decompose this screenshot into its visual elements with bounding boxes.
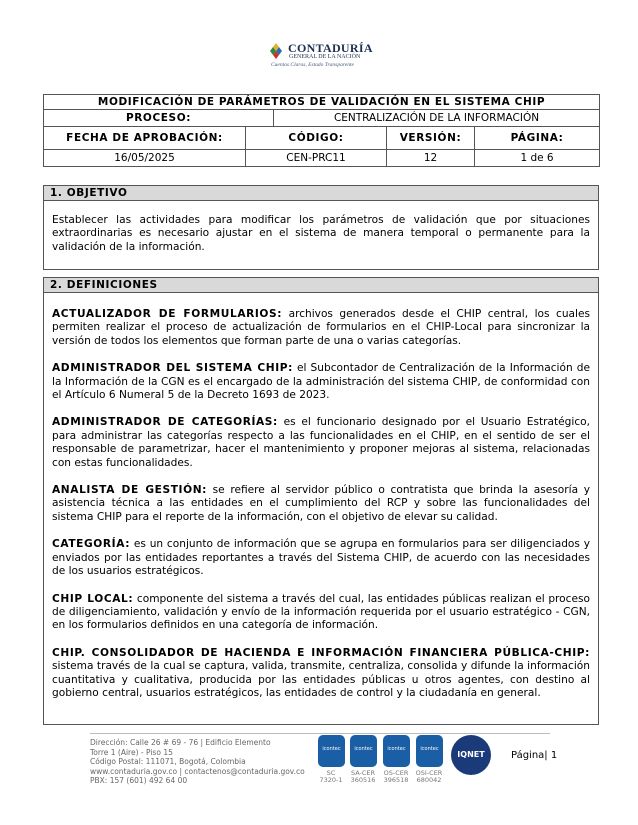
footer-address (90, 738, 305, 786)
definition-text: es el funcionario designado por el Usuario Estratégico, para administrar las categorías respecto a las funcionalidades en el CHIP, en el sentido de ser el responsable de parametrizar, hacer el mantenimiento y proponer mejoras al sistema, relacionadas con estas funcionalidades. (52, 416, 590, 469)
definition-item (52, 362, 590, 402)
proceso-label: PROCESO: (44, 110, 274, 127)
address-line: www.contaduria.gov.co | contactenos@contaduria.gov.co (90, 766, 305, 776)
document-title: MODIFICACIÓN DE PARÁMETROS DE VALIDACIÓN EN EL SISTEMA CHIP (44, 95, 600, 110)
logo-subtitle: GENERAL DE LA NACIÓN (289, 54, 361, 60)
cert-code: OS-CER 396518 (383, 769, 409, 784)
fecha-label: FECHA DE APROBACIÓN: (44, 127, 246, 150)
definition-term: ADMINISTRADOR DEL SISTEMA CHIP: (52, 362, 293, 375)
logo-contaduria (268, 40, 378, 70)
definition-text: se refiere al servidor público o contratista que brinda la asesoría y asistencia técnica a las entidades en el cumplimiento del RCP y sobre las funcionalidades del sistema CHIP para el reporte de la información, con el objetivo de elevar su calidad. (52, 484, 591, 523)
definition-text: archivos generados desde el CHIP central, los cuales permiten realizar el proceso de actualización de formularios en el CHIP-Local para sincronizar la versión de todos los elementos que forman parte de una o varias categorías. (52, 308, 591, 347)
codigo-label: CÓDIGO: (246, 127, 387, 150)
iqnet-badge-icon: IQNET (451, 735, 491, 775)
definition-term: ANALISTA DE GESTIÓN: (52, 484, 208, 497)
cert-code: SC 7320-1 (319, 769, 343, 784)
icontec-badge-icon: icontec (416, 735, 443, 767)
definition-item (52, 484, 590, 524)
icontec-badge-icon: icontec (383, 735, 410, 767)
icontec-badge-icon: icontec (350, 735, 377, 767)
definition-item (52, 416, 590, 470)
address-line: Dirección: Calle 26 # 69 - 76 | Edificio Elemento (90, 738, 271, 747)
definition-item (52, 647, 590, 701)
emblem-icon (268, 42, 284, 60)
definition-item (52, 538, 590, 578)
version-label: VERSIÓN: (387, 127, 475, 150)
section-heading: 1. OBJETIVO (44, 186, 598, 201)
definition-item (52, 593, 590, 633)
page-number: Página| 1 (511, 750, 558, 761)
fecha-value: 16/05/2025 (44, 150, 246, 167)
pagina-label: PÁGINA: (475, 127, 600, 150)
proceso-value: CENTRALIZACIÓN DE LA INFORMACIÓN (274, 110, 600, 127)
pagina-value: 1 de 6 (475, 150, 600, 167)
footer-divider (90, 733, 550, 734)
definition-term: CHIP. CONSOLIDADOR DE HACIENDA E INFORMACIÓN FINANCIERA PÚBLICA-CHIP: (52, 646, 590, 659)
definition-term: CHIP LOCAL: (52, 592, 134, 605)
address-line: Código Postal: 111071, Bogotá, Colombia (90, 757, 246, 766)
section-objetivo (43, 185, 599, 270)
address-line: PBX: 157 (601) 492 64 00 (90, 776, 188, 785)
definition-text: componente del sistema a través del cual, las entidades públicas realizan el proceso de diligenciamiento, validación y envío de la información requerida por el usuario estratégico - CGN, en los formularios definidos en una categoría de información. (52, 592, 590, 632)
codigo-value: CEN-PRC11 (246, 150, 387, 167)
section-definiciones (43, 277, 599, 725)
icontec-badge-icon: icontec (318, 735, 345, 767)
definition-term: CATEGORÍA: (52, 538, 131, 551)
definition-term: ADMINISTRADOR DE CATEGORÍAS: (52, 416, 278, 429)
definition-term: ACTUALIZADOR DE FORMULARIOS: (52, 308, 283, 320)
definition-text: es un conjunto de información que se agrupa en formularios para ser diligenciados y enviados por las entidades reportantes a través del Sistema CHIP, de acuerdo con las necesidades de los usuarios estratégicos. (52, 538, 590, 578)
address-line: Torre 1 (Aire) - Piso 15 (90, 747, 173, 757)
section-heading: 2. DEFINICIONES (44, 278, 598, 293)
objetivo-text: Establecer las actividades para modificar los parámetros de validación que por situaciones extraordinarias es necesario ajustar en el sistema de manera temporal o permanente para la validación de la información. (52, 214, 590, 253)
cert-code: SA-CER 360516 (350, 769, 376, 784)
cert-code: OSI-CER 680042 (415, 769, 443, 784)
logo-title: CONTADURÍA (288, 41, 373, 55)
definition-text: el Subcontador de Centralización de la Información de la Información de la CGN es el encargado de la administración del sistema CHIP, de conformidad con el Artículo 6 Numeral 5 de la Decreto 1693 de 2023. (52, 362, 590, 402)
logo-tagline: Cuentas Claras, Estado Transparente (271, 62, 354, 68)
definition-item (52, 308, 590, 348)
definition-text: sistema través de la cual se captura, valida, transmite, centraliza, consolida y difunde la información cuantitativa y cualitativa, producida por las entidades públicas u otros agentes, con destino al gobierno central, usuarios estratégicos, las entidades de control y la ciudadanía en general. (52, 660, 590, 699)
document-header-table (43, 94, 600, 167)
version-value: 12 (387, 150, 475, 167)
